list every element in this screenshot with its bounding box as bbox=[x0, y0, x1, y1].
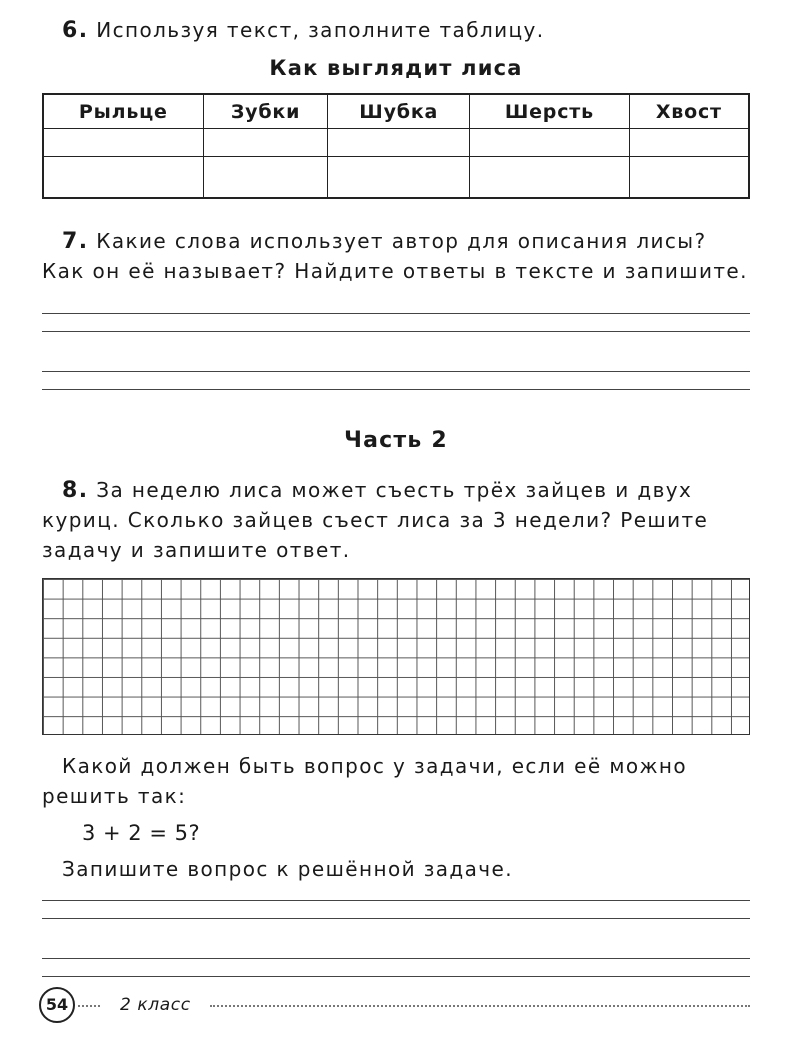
task7-number: 7. bbox=[62, 229, 89, 254]
column-header: Шерсть bbox=[470, 94, 630, 129]
answer-line[interactable] bbox=[42, 371, 750, 372]
answer-cell[interactable] bbox=[629, 156, 749, 198]
answer-cell[interactable] bbox=[470, 156, 630, 198]
task8-text-line1: За неделю лиса может съесть трёх зайцев и двух bbox=[96, 478, 693, 502]
table-title: Как выглядит лиса bbox=[269, 56, 523, 80]
task7-prompt-line1 bbox=[62, 226, 707, 257]
task8-text-line2: куриц. Сколько зайцев съест лиса за 3 недели? Решите bbox=[42, 508, 709, 532]
squared-writing-grid[interactable] bbox=[42, 578, 750, 735]
answer-cell[interactable] bbox=[43, 129, 203, 157]
column-header: Рыльце bbox=[43, 94, 203, 129]
page-number: 54 bbox=[39, 987, 75, 1023]
answer-line[interactable] bbox=[42, 331, 750, 332]
task8-number: 8. bbox=[62, 478, 89, 503]
question-line2: решить так: bbox=[42, 784, 187, 808]
answer-cell[interactable] bbox=[203, 156, 328, 198]
answer-cell[interactable] bbox=[328, 129, 470, 157]
fox-appearance-table bbox=[42, 93, 750, 199]
table-row bbox=[43, 129, 749, 157]
part2-title: Часть 2 bbox=[344, 428, 448, 453]
task8-prompt-line1 bbox=[62, 475, 692, 506]
math-expression: 3 + 2 = 5? bbox=[82, 821, 201, 845]
answer-cell[interactable] bbox=[43, 156, 203, 198]
answer-cell[interactable] bbox=[470, 129, 630, 157]
footer-dotted-leader bbox=[78, 1005, 100, 1007]
answer-cell[interactable] bbox=[328, 156, 470, 198]
answer-line[interactable] bbox=[42, 900, 750, 901]
task6-prompt bbox=[62, 15, 545, 46]
task8-text-line3: задачу и запишите ответ. bbox=[42, 538, 351, 562]
column-header: Зубки bbox=[203, 94, 328, 129]
answer-cell[interactable] bbox=[203, 129, 328, 157]
column-header: Хвост bbox=[629, 94, 749, 129]
task7-text-line1: Какие слова использует автор для описания лисы? bbox=[96, 229, 707, 253]
answer-line[interactable] bbox=[42, 389, 750, 390]
question-instruction: Запишите вопрос к решённой задаче. bbox=[62, 857, 513, 881]
task6-number: 6. bbox=[62, 18, 89, 43]
answer-line[interactable] bbox=[42, 976, 750, 977]
column-header: Шубка bbox=[328, 94, 470, 129]
answer-line[interactable] bbox=[42, 918, 750, 919]
task7-text-line2: Как он её называет? Найдите ответы в тексте и запишите. bbox=[42, 259, 748, 283]
answer-line[interactable] bbox=[42, 958, 750, 959]
question-line1: Какой должен быть вопрос у задачи, если её можно bbox=[62, 754, 687, 778]
footer-dotted-rule bbox=[210, 1005, 750, 1007]
table-header-row bbox=[43, 94, 749, 129]
table-row bbox=[43, 156, 749, 198]
answer-cell[interactable] bbox=[629, 129, 749, 157]
task6-text: Используя текст, заполните таблицу. bbox=[96, 18, 545, 42]
grade-label: 2 класс bbox=[120, 995, 191, 1015]
answer-line[interactable] bbox=[42, 313, 750, 314]
